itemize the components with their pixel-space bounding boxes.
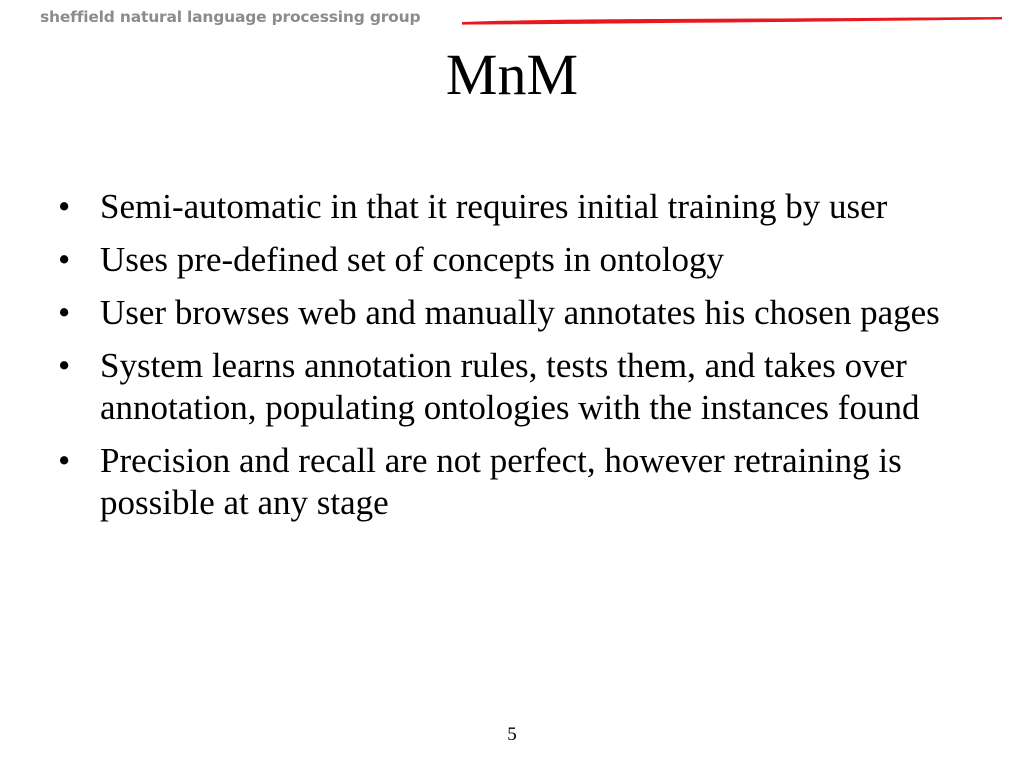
bullet-item	[58, 186, 978, 228]
bullet-item	[58, 239, 978, 281]
bullet-icon: •	[58, 293, 71, 332]
bullet-list	[58, 186, 978, 535]
header-accent-line	[462, 14, 1002, 30]
bullet-text: Uses pre-defined set of concepts in ontology	[100, 240, 725, 279]
page-number: 5	[507, 724, 517, 745]
slide-title: MnM	[445, 42, 579, 107]
bullet-item	[58, 440, 978, 524]
bullet-text: System learns annotation rules, tests them, and takes over annotation, populating ontologies with the instances found	[100, 346, 920, 427]
bullet-text: Precision and recall are not perfect, however retraining is possible at any stage	[100, 441, 902, 522]
bullet-icon: •	[58, 187, 71, 226]
bullet-item	[58, 292, 978, 334]
bullet-icon: •	[58, 240, 71, 279]
bullet-text: Semi-automatic in that it requires initial training by user	[100, 187, 888, 226]
bullet-icon: •	[58, 441, 71, 480]
bullet-item	[58, 345, 978, 429]
header-brand-logo: sheffield natural language processing group	[40, 8, 421, 26]
bullet-text: User browses web and manually annotates his chosen pages	[100, 293, 940, 332]
bullet-icon: •	[58, 346, 71, 385]
